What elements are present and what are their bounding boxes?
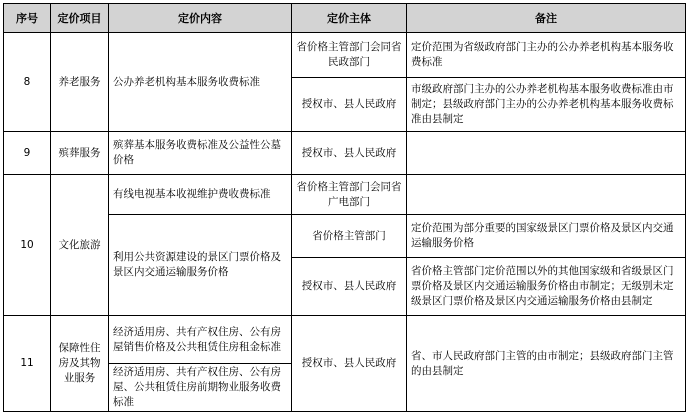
row-content: 经济适用房、共有产权住房、公有房屋销售价格及公共租赁住房租金标准	[109, 316, 292, 364]
row-note: 定价范围为部分重要的国家级景区门票价格及景区内交通运输服务价格	[407, 215, 686, 258]
row-no: 9	[4, 132, 51, 175]
row-content: 有线电视基本收视维护费收费标准	[109, 175, 292, 215]
row-subject: 授权市、县人民政府	[292, 316, 407, 412]
row-content: 利用公共资源建设的景区门票价格及景区内交通运输服务价格	[109, 215, 292, 316]
row-no: 8	[4, 33, 51, 132]
row-subject: 授权市、县人民政府	[292, 132, 407, 175]
row-note: 定价范围为省级政府部门主办的公办养老机构基本服务收费标准	[407, 33, 686, 78]
row-note: 市级政府部门主办的公办养老机构基本服务收费标准由市制定；县级政府部门主办的公办养老机构基本服务收费标准由县制定	[407, 78, 686, 132]
row-content: 经济适用房、共有产权住房、公有房屋、公共租赁住房前期物业服务收费标准	[109, 364, 292, 412]
row-item: 殡葬服务	[51, 132, 109, 175]
row-no: 11	[4, 316, 51, 412]
row-subject: 省价格主管部门会同省广电部门	[292, 175, 407, 215]
header-subject: 定价主体	[292, 4, 407, 33]
row-note	[407, 175, 686, 215]
header-note: 备注	[407, 4, 686, 33]
table-header-row	[4, 4, 686, 33]
pricing-table	[3, 3, 686, 412]
row-content: 公办养老机构基本服务收费标准	[109, 33, 292, 132]
row-note: 省、市人民政府部门主管的由市制定；县级政府部门主管的由县制定	[407, 316, 686, 412]
row-no: 10	[4, 175, 51, 316]
table-row	[4, 132, 686, 175]
row-note: 省价格主管部门定价范围以外的其他国家级和省级景区门票价格及景区内交通运输服务价格由市制定；无级别未定级景区门票价格及景区内交通运输服务价格由县制定	[407, 258, 686, 316]
row-subject: 授权市、县人民政府	[292, 78, 407, 132]
row-subject: 省价格主管部门会同省民政部门	[292, 33, 407, 78]
row-item: 保障性住房及其物业服务	[51, 316, 109, 412]
row-subject: 省价格主管部门	[292, 215, 407, 258]
row-note	[407, 132, 686, 175]
row-item: 文化旅游	[51, 175, 109, 316]
table-row	[4, 33, 686, 78]
header-no: 序号	[4, 4, 51, 33]
table-row	[4, 175, 686, 215]
header-content: 定价内容	[109, 4, 292, 33]
row-item: 养老服务	[51, 33, 109, 132]
row-subject: 授权市、县人民政府	[292, 258, 407, 316]
table-row	[4, 316, 686, 364]
header-item: 定价项目	[51, 4, 109, 33]
row-content: 殡葬基本服务收费标准及公益性公墓价格	[109, 132, 292, 175]
